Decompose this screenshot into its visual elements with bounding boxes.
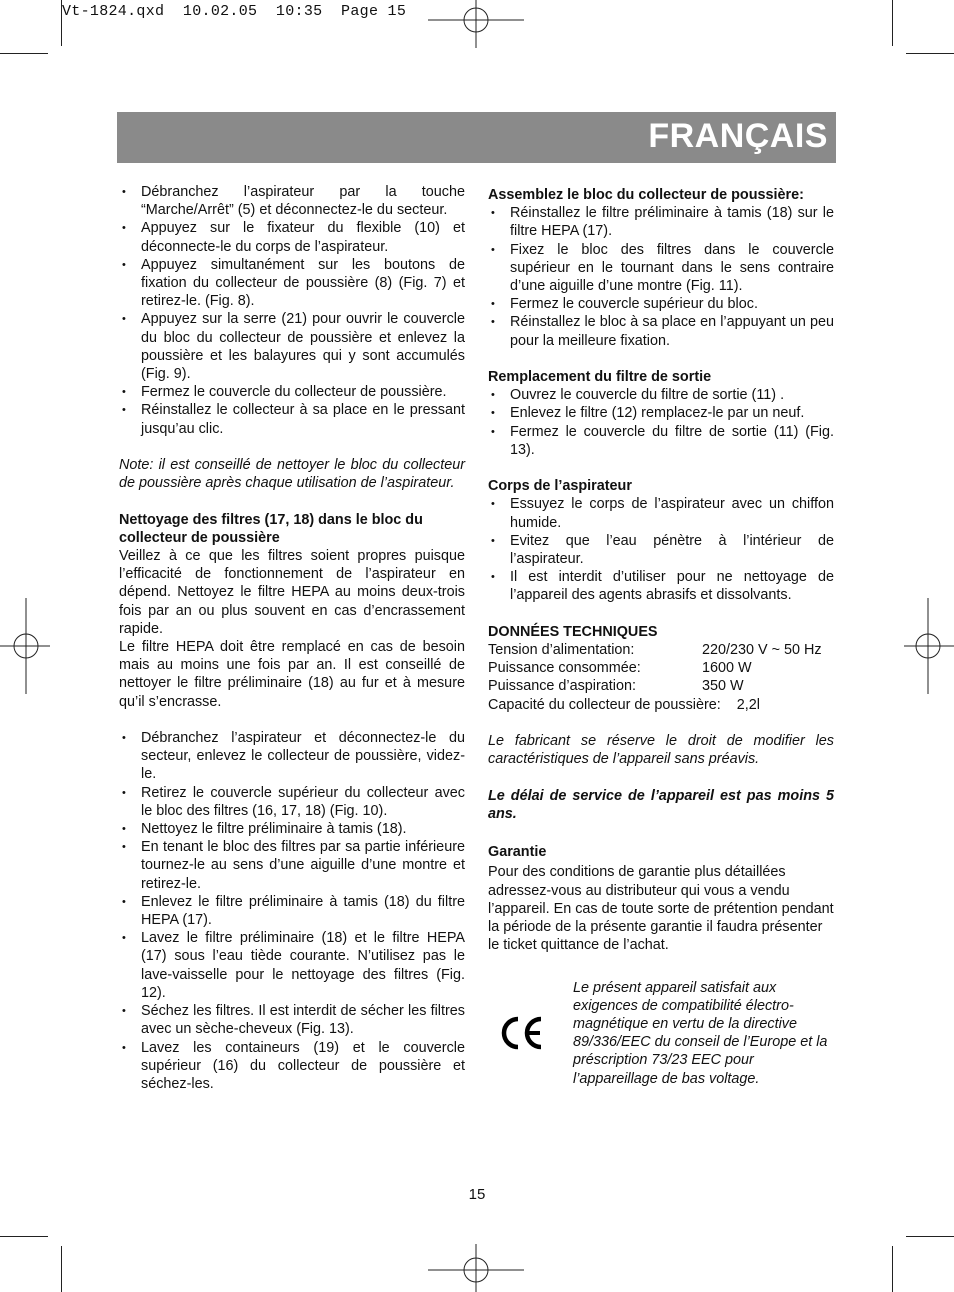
filters-paragraph: Veillez à ce que les filtres soient propres puisque l’efficacité de fonctionnement de l’aspirateur en dépend. Nettoyez le filtre HEPA au moins deux-trois fois par an ou plus souvent en cas d’encrassement rapide. xyxy=(119,548,465,637)
body-care-steps-list xyxy=(488,495,834,604)
list-item: • Réinstallez le filtre préliminaire à tamis (18) sur le filtre HEPA (17). xyxy=(488,204,834,240)
spec-row xyxy=(488,677,834,695)
list-item: • Lavez le filtre préliminaire (18) et le filtre HEPA (17) sous l’eau tiède courante. N’utilisez pas le lave-vaisselle pour le nettoyage des filtres (Fig. 12). xyxy=(119,929,465,1002)
assemble-heading: Assemblez le bloc du collecteur de poussière: xyxy=(488,187,804,203)
outlet-filter-steps-list xyxy=(488,386,834,459)
filters-heading: Nettoyage des filtres (17, 18) dans le bloc du collecteur de poussière xyxy=(119,511,423,546)
spec-value: 220/230 V ~ 50 Hz xyxy=(702,642,822,659)
emptying-steps-list xyxy=(119,183,465,438)
ce-compliance-text: Le présent appareil satisfait aux exigences de compatibilité électro-magnétique en vertu de la directive 89/336/EEC du conseil de l’Europe et la préscription 73/23 EEC pour l’appareillage de bas voltage. xyxy=(573,979,828,1087)
list-item: • Nettoyez le filtre préliminaire à tamis (18). xyxy=(119,820,465,838)
list-item: • Réinstallez le bloc à sa place en l’appuyant un peu pour la meilleure fixation. xyxy=(488,313,834,349)
left-column xyxy=(119,183,465,1093)
manufacturer-note: Le fabricant se réserve le droit de modifier les caractéristiques de l’appareil sans préavis. xyxy=(488,733,834,768)
tech-specs-heading: DONNÉES TECHNIQUES xyxy=(488,623,658,640)
outlet-filter-heading: Remplacement du filtre de sortie xyxy=(488,369,712,386)
warranty-heading: Garantie xyxy=(488,844,547,861)
ce-compliance xyxy=(488,979,834,1088)
list-item: • Fixez le bloc des filtres dans le couvercle supérieur en le tournant dans le sens contraire d’une aiguille d’une montre (Fig. 11). xyxy=(488,241,834,296)
ce-mark-icon xyxy=(488,1016,573,1050)
list-item: • Retirez le couvercle supérieur du collecteur avec le bloc des filtres (16, 17, 18) (Fig. 10). xyxy=(119,784,465,820)
list-item: • Débranchez l’aspirateur par la touche “Marche/Arrêt” (5) et déconnectez-le du secteur. xyxy=(119,183,465,219)
cleaning-note: Note: il est conseillé de nettoyer le bloc du collecteur de poussière après chaque utilisation de l’aspirateur. xyxy=(119,457,465,492)
spec-value: 350 W xyxy=(702,678,744,695)
list-item: • Enlevez le filtre préliminaire à tamis (18) du filtre HEPA (17). xyxy=(119,893,465,929)
list-item: • Ouvrez le couvercle du filtre de sortie (11) . xyxy=(488,386,834,404)
page-number: 15 xyxy=(468,1186,486,1203)
list-item: • Evitez que l’eau pénètre à l’intérieur de l’aspirateur. xyxy=(488,532,834,568)
list-item: • Appuyez sur la serre (21) pour ouvrir le couvercle du bloc du collecteur de poussière et enlevez la poussière et les balayures qui y sont accumulés (Fig. 9). xyxy=(119,310,465,383)
page-title: FRANÇAIS xyxy=(648,117,828,155)
list-item: • En tenant le bloc des filtres par sa partie inférieure tournez-le au sens d’une aiguille d’une montre et retirez-le. xyxy=(119,838,465,893)
spec-label: Puissance d’aspiration: xyxy=(488,678,636,695)
registration-mark-top xyxy=(428,0,524,48)
body-care-heading: Corps de l’aspirateur xyxy=(488,478,632,495)
list-item: • Lavez les containeurs (19) et le couvercle supérieur (16) du collecteur de poussière et séchez-les. xyxy=(119,1039,465,1094)
list-item: • Essuyez le corps de l’aspirateur avec un chiffon humide. xyxy=(488,495,834,531)
spec-row xyxy=(488,641,834,659)
list-item: • Il est interdit d’utiliser pour ne nettoyage de l’appareil des agents abrasifs et dissolvants. xyxy=(488,568,834,604)
registration-mark-left xyxy=(0,598,50,694)
spec-value: 1600 W xyxy=(702,660,752,677)
spec-label: Tension d’alimentation: xyxy=(488,642,635,659)
list-item: • Débranchez l’aspirateur et déconnectez-le du secteur, enlevez le collecteur de poussière, videz-le. xyxy=(119,729,465,784)
list-item: • Fermez le couvercle du collecteur de poussière. xyxy=(119,383,465,401)
assemble-steps-list xyxy=(488,204,834,350)
filter-cleaning-steps-list xyxy=(119,729,465,1093)
warranty-text: Pour des conditions de garantie plus détaillées adressez-vous au distributeur qui vous a vendu l’appareil. En cas de toute sorte de prétention pendant la période de la présente garantie il faudra présenter le ticket quittance de l’achat. xyxy=(488,864,834,954)
list-item: • Fermez le couvercle supérieur du bloc. xyxy=(488,295,834,313)
spec-row xyxy=(488,659,834,677)
service-life-note: Le délai de service de l’appareil est pas moins 5 ans. xyxy=(488,787,834,822)
list-item: • Séchez les filtres. Il est interdit de sécher les filtres avec un sèche-cheveux (Fig. 13). xyxy=(119,1002,465,1038)
list-item: • Appuyez simultanément sur les boutons de fixation du collecteur de poussière (8) (Fig. 7) et retirez-le. (Fig. 8). xyxy=(119,256,465,311)
filters-paragraph: Le filtre HEPA doit être remplacé en cas de besoin mais au moins une fois par an. Il est conseillé de nettoyer le filtre préliminaire (18) au fur et à mesure qu’il s’encrasse. xyxy=(119,639,465,710)
language-banner xyxy=(117,112,836,163)
list-item: • Enlevez le filtre (12) remplacez-le par un neuf. xyxy=(488,404,834,422)
list-item: • Réinstallez le collecteur à sa place en le pressant jusqu’au clic. xyxy=(119,401,465,437)
registration-mark-bottom xyxy=(428,1244,524,1292)
right-column xyxy=(488,186,834,1088)
list-item: • Fermez le couvercle du filtre de sortie (11) (Fig. 13). xyxy=(488,423,834,459)
spec-label: Puissance consommée: xyxy=(488,660,641,677)
list-item: • Appuyez sur le fixateur du flexible (10) et déconnecte-le du corps de l’aspirateur. xyxy=(119,219,465,255)
registration-mark-right xyxy=(904,598,954,694)
capacity-spec: Capacité du collecteur de poussière: 2,2l xyxy=(488,696,760,713)
print-slug: Vt-1824.qxd 10.02.05 10:35 Page 15 xyxy=(62,3,407,20)
